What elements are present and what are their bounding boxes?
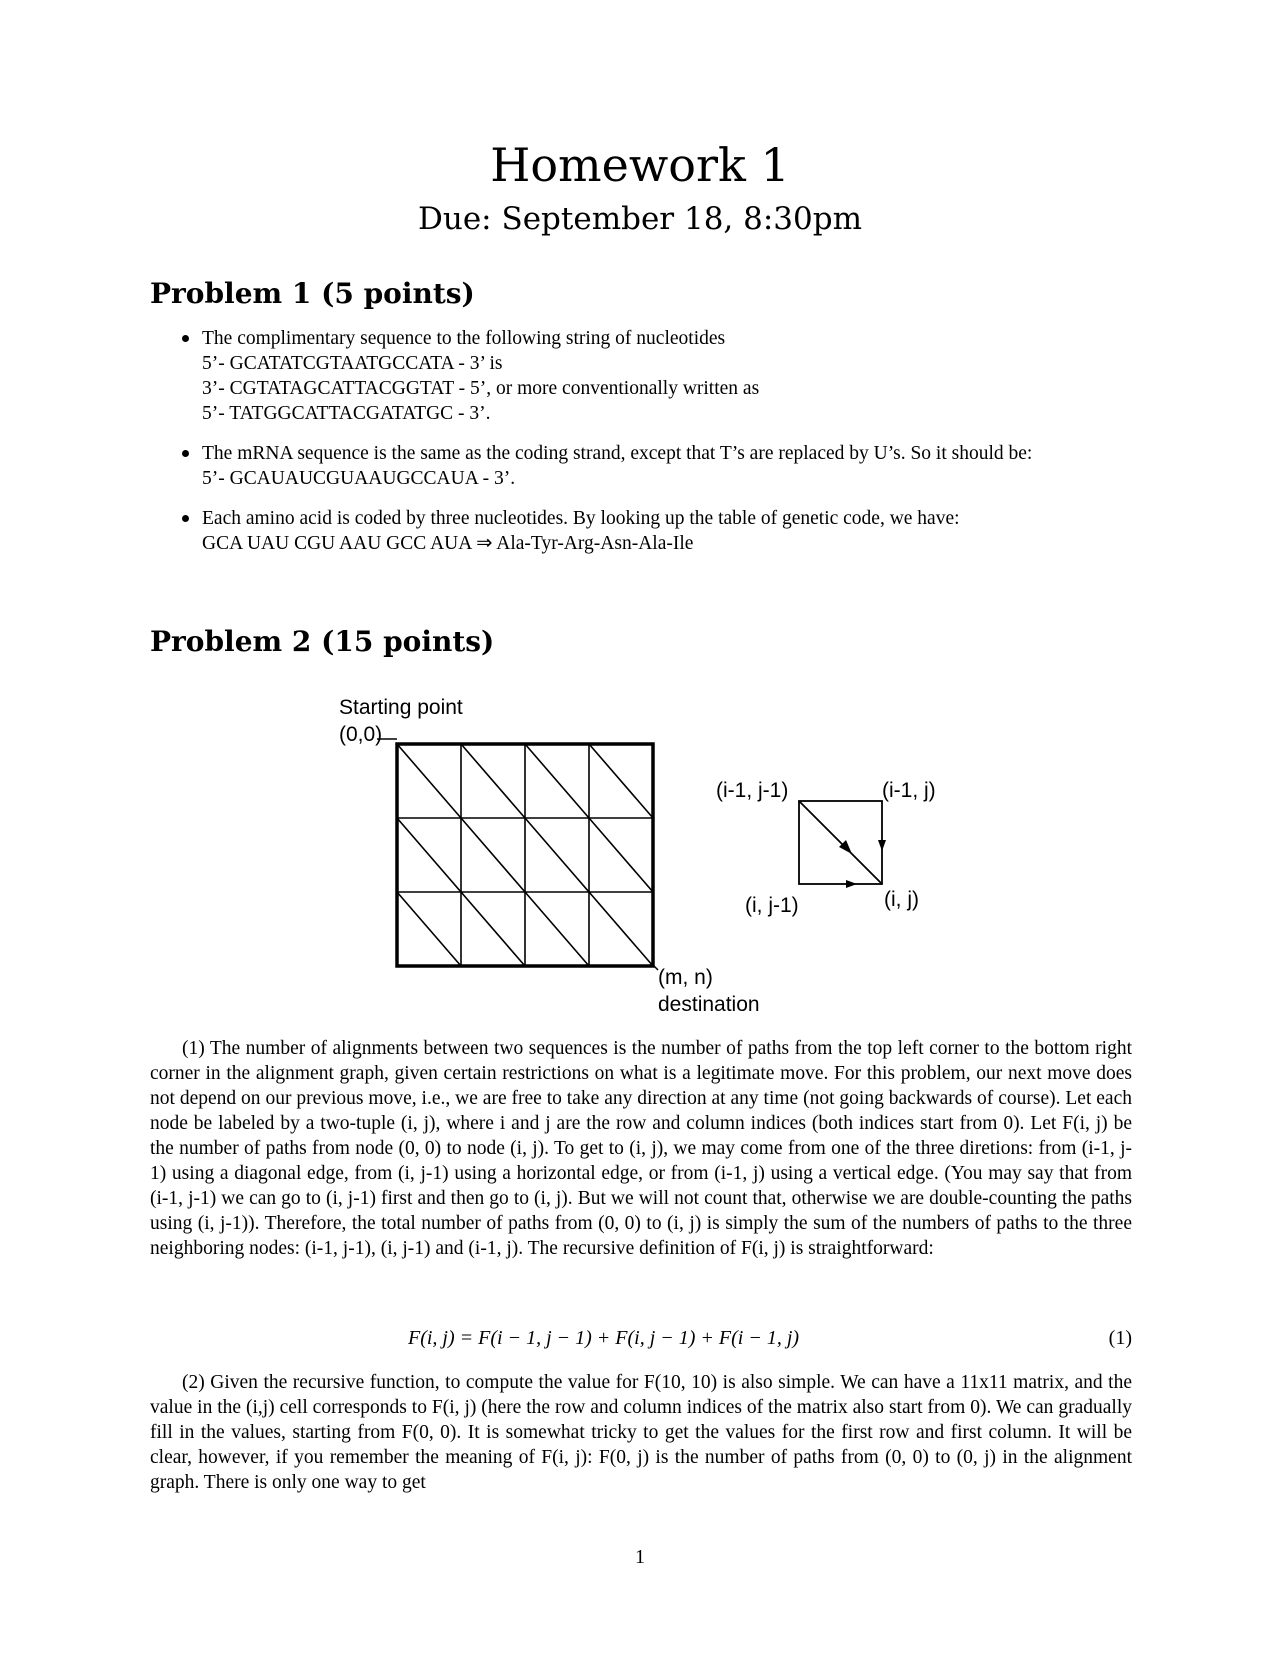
bullet-line: 5’- GCAUAUCGUAAUGCCAUA - 3’. (202, 468, 516, 489)
equation-number: (1) (1108, 1327, 1132, 1349)
node-label-bottom-right: (i, j) (884, 888, 919, 911)
bullet-line: GCA UAU CGU AAU GCC AUA ⇒ Ala-Tyr-Arg-Asn-Ala-Ile (202, 533, 694, 554)
problem-1-heading: Problem 1 (5 points) (150, 277, 475, 310)
grid-diagonal-line (525, 818, 589, 892)
bullet-amino-acids (178, 506, 1132, 556)
grid-diagonal-line (589, 818, 653, 892)
paragraph-alignment-count: (1) The number of alignments between two sequences is the number of paths from the top left corner to the bottom right corner in the alignment graph, given certain restrictions on what is a legitimate move. For this problem, our next move does not depend on our previous move, i.e., we are free to take any direction at any time (not going backwards of course). Let each node be labeled by a two-tuple (i, j), where i and j are the row and column indices (both indices start from 0). Let F(i, j) be the number of paths from node (0, 0) to node (i, j). To get to (i, j), we may come from one of the three diretions: from (i-1, j-1) using a diagonal edge, from (i, j-1) using a horizontal edge, or from (i-1, j) using a vertical edge. (You may say that from (i-1, j-1) we can go to (i, j-1) first and then go to (i, j). But we will not count that, otherwise we are double-counting the paths using (i, j-1)). Therefore, the total number of paths from (0, 0) to (i, j) is simply the sum of the numbers of paths to the three neighboring nodes: (i-1, j-1), (i, j-1) and (i-1, j). The recursive definition of F(i, j) is straightforward: (150, 1038, 1132, 1259)
bullet-dot (182, 335, 189, 342)
due-date: Due: September 18, 8:30pm (418, 201, 862, 237)
paragraph-dynamic-programming: (2) Given the recursive function, to compute the value for F(10, 10) is also simple. We can have a 11x11 matrix, and the value in the (i,j) cell corresponds to F(i, j) (here the row and column indices of the matrix also start from 0). We can gradually fill in the values, starting from F(0, 0). It is somewhat tricky to get the values for the first row and first column. It will be clear, however, if you remember the meaning of F(i, j): F(0, j) is the number of paths from (0, 0) to (0, j) in the alignment graph. There is only one way to get (150, 1372, 1132, 1493)
bullet-line: 5’- TATGGCATTACGATATGC - 3’. (202, 403, 491, 424)
start-coordinate-label: (0,0) (339, 723, 383, 746)
start-label: Starting point (339, 696, 463, 719)
page-number: 1 (635, 1546, 645, 1568)
node-label-top-right: (i-1, j) (882, 779, 936, 802)
document-title: Homework 1 (490, 138, 790, 192)
diagonal-edge (799, 801, 882, 884)
destination-coordinate-label: (m, n) (658, 966, 713, 989)
vertical-arrowhead-icon (878, 840, 886, 851)
bullet-complementary-sequence (178, 326, 1132, 426)
horizontal-arrowhead-icon (846, 880, 857, 888)
grid-diagonal-line (461, 744, 525, 818)
equation-formula: F(i, j) = F(i − 1, j − 1) + F(i, j − 1) + F(i − 1, j) (408, 1327, 800, 1349)
bullet-text: The mRNA sequence is the same as the coding strand, except that T’s are replaced by U’s. So it should be: (202, 443, 1033, 464)
bullet-dot (182, 515, 189, 522)
problem-2-heading: Problem 2 (15 points) (150, 625, 495, 658)
alignment-graph-figure (0, 690, 1280, 1020)
grid-diagonal-line (525, 892, 589, 966)
alignment-grid (397, 744, 653, 966)
node-label-bottom-left: (i, j-1) (745, 894, 799, 917)
destination-label: destination (658, 993, 760, 1016)
bullet-text: Each amino acid is coded by three nucleotides. By looking up the table of genetic code, we have: (202, 508, 960, 529)
neighbor-cell-diagram (799, 801, 886, 888)
bullet-line: 3’- CGTATAGCATTACGGTAT - 5’, or more conventionally written as (202, 378, 760, 399)
bullet-mrna-sequence (178, 441, 1132, 491)
bullet-line: 5’- GCATATCGTAATGCCATA - 3’ is (202, 353, 503, 374)
grid-diagonal-line (589, 744, 653, 818)
node-label-top-left: (i-1, j-1) (716, 779, 789, 802)
problem-1-bullets (178, 326, 1132, 571)
bullet-line: The complimentary sequence to the following string of nucleotides (202, 328, 726, 349)
grid-diagonal-line (461, 892, 525, 966)
recurrence-equation (150, 1327, 1132, 1355)
grid-diagonal-line (589, 892, 653, 966)
grid-diagonal-line (397, 818, 461, 892)
grid-diagonal-line (525, 744, 589, 818)
grid-diagonal-line (397, 892, 461, 966)
grid-diagonal-line (461, 818, 525, 892)
bullet-dot (182, 450, 189, 457)
grid-diagonal-line (397, 744, 461, 818)
